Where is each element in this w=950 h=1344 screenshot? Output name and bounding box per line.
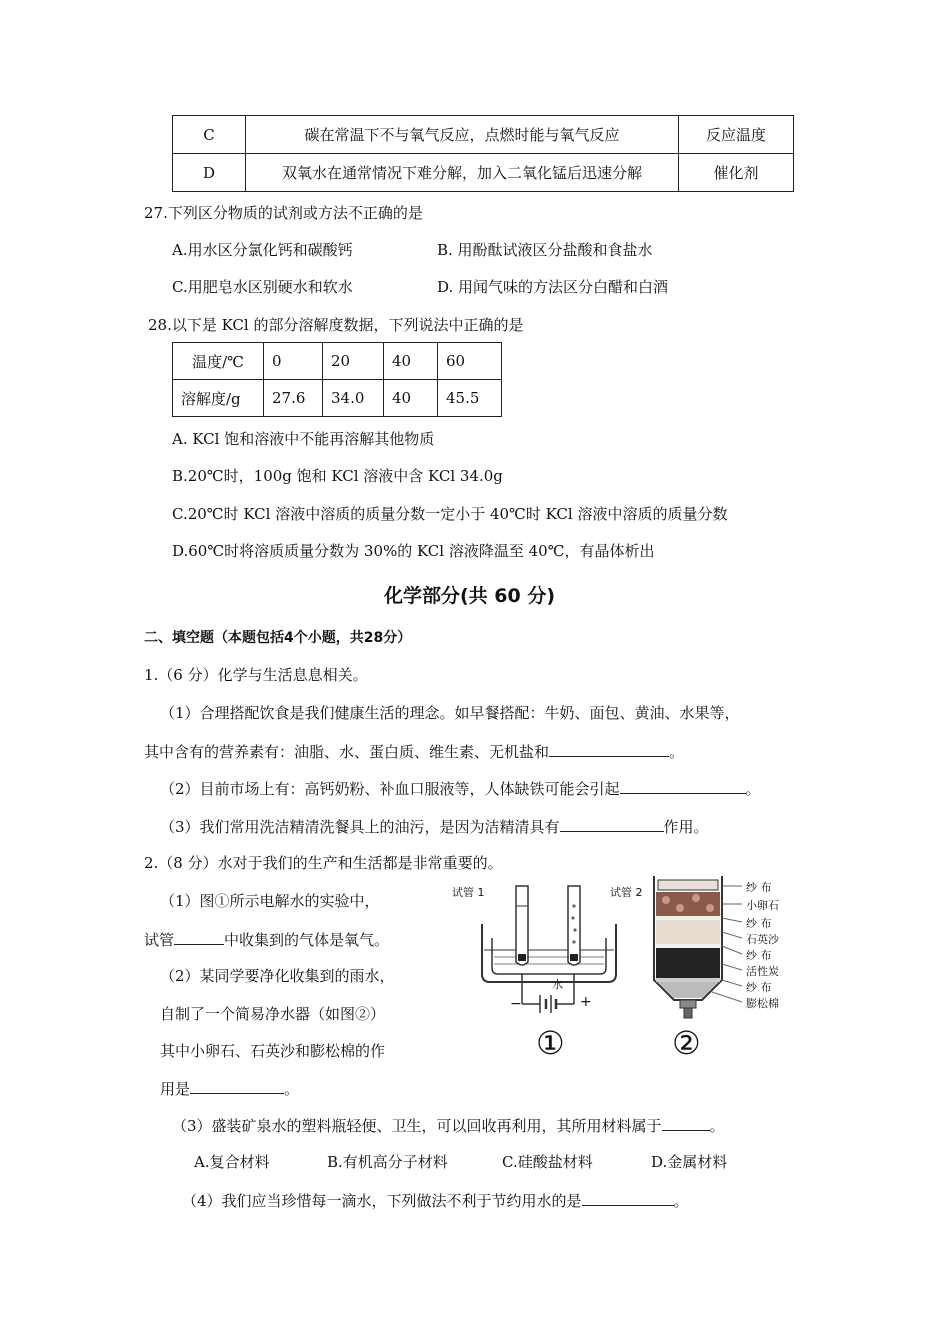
layer-label: 纱 布 xyxy=(746,949,772,962)
p2-option-c: C.硅酸盐材料 xyxy=(502,1153,593,1171)
fill-heading: 二、填空题（本题包括4个小题，共28分） xyxy=(144,630,412,646)
water-label: 水 xyxy=(552,978,563,991)
q28-option-d: D.60℃时将溶质质量分数为 30%的 KCl 溶液降温至 40℃，有晶体析出 xyxy=(172,542,655,560)
figure-1-label: ① xyxy=(536,1024,565,1062)
table-row: 溶解度/g 27.6 34.0 40 45.5 xyxy=(173,380,502,417)
q28-option-b: B.20℃时，100g 饱和 KCl 溶液中含 KCl 34.0g xyxy=(172,467,503,485)
answer-blank[interactable] xyxy=(560,815,664,832)
answer-blank[interactable] xyxy=(582,1189,674,1206)
section-title: 化学部分(共 60 分) xyxy=(384,585,556,607)
layer-label: 活性炭 xyxy=(746,965,779,978)
q28-option-c: C.20℃时 KCl 溶液中溶质的质量分数一定小于 40℃时 KCl 溶液中溶质的质量分数 xyxy=(172,505,728,523)
minus-label: − xyxy=(510,996,522,1012)
q28-option-a: A. KCl 饱和溶液中不能再溶解其他物质 xyxy=(172,430,435,448)
p2-stem: 2.（8 分）水对于我们的生产和生活都是非常重要的。 xyxy=(144,854,503,872)
q28-stem: 28.以下是 KCl 的部分溶解度数据，下列说法中正确的是 xyxy=(148,316,524,334)
p2-option-a: A.复合材料 xyxy=(194,1153,270,1171)
p2-option-b: B.有机高分子材料 xyxy=(327,1153,448,1171)
answer-blank[interactable] xyxy=(662,1114,710,1131)
figure-2-label: ② xyxy=(672,1024,701,1062)
p2-s2d: 用是 。 xyxy=(160,1077,299,1099)
experiment-figure xyxy=(440,876,810,1076)
p2-s1a: （1）图①所示电解水的实验中， xyxy=(160,892,380,910)
p2-s4: （4）我们应当珍惜每一滴水，下列做法不利于节约用水的是 。 xyxy=(182,1189,689,1211)
p1-stem: 1.（6 分）化学与生活息息相关。 xyxy=(144,666,368,684)
p2-option-d: D.金属材料 xyxy=(651,1153,728,1171)
answer-blank[interactable] xyxy=(190,1077,284,1094)
layer-label: 膨松棉 xyxy=(746,997,779,1010)
tube1-label: 试管 1 xyxy=(452,886,485,899)
p2-s2c: 其中小卵石、石英沙和膨松棉的作 xyxy=(160,1042,386,1060)
p1-s1b: 其中含有的营养素有：油脂、水、蛋白质、维生素、无机盐和 。 xyxy=(144,740,684,762)
layer-label: 石英沙 xyxy=(746,933,779,946)
answer-blank[interactable] xyxy=(549,740,669,757)
comparison-table xyxy=(172,115,794,192)
layer-label: 纱 布 xyxy=(746,881,772,894)
solubility-table xyxy=(172,342,502,417)
p1-s2: （2）目前市场上有：高钙奶粉、补血口服液等，人体缺铁可能会引起 。 xyxy=(160,777,761,799)
p1-s1a: （1）合理搭配饮食是我们健康生活的理念。如早餐搭配：牛奶、面包、黄油、水果等， xyxy=(160,704,740,722)
p2-s2b: 自制了一个简易净水器（如图②） xyxy=(160,1005,386,1023)
layer-label: 纱 布 xyxy=(746,917,772,930)
answer-blank[interactable] xyxy=(620,777,746,794)
p2-s1b: 试管 中收集到的气体是氧气。 xyxy=(144,928,389,950)
q27-option-a: A.用水区分氯化钙和碳酸钙 xyxy=(172,241,353,259)
table-row: C 碳在常温下不与氧气反应，点燃时能与氧气反应 反应温度 xyxy=(173,116,794,154)
tube2-label: 试管 2 xyxy=(610,886,643,899)
q27-option-d: D. 用闻气味的方法区分白醋和白酒 xyxy=(437,278,669,296)
layer-label: 小卵石 xyxy=(746,899,779,912)
answer-blank[interactable] xyxy=(174,928,224,945)
p2-s3: （3）盛装矿泉水的塑料瓶轻便、卫生，可以回收再利用，其所用材料属于 。 xyxy=(172,1114,725,1136)
q27-stem: 27.下列区分物质的试剂或方法不正确的是 xyxy=(144,204,423,222)
layer-label: 纱 布 xyxy=(746,981,772,994)
q27-option-c: C.用肥皂水区别硬水和软水 xyxy=(172,278,353,296)
table-row: 温度/℃ 0 20 40 60 xyxy=(173,343,502,380)
plus-label: + xyxy=(580,994,592,1010)
table-row: D 双氧水在通常情况下难分解，加入二氧化锰后迅速分解 催化剂 xyxy=(173,154,794,192)
q27-option-b: B. 用酚酞试液区分盐酸和食盐水 xyxy=(437,241,653,259)
p2-s2a: （2）某同学要净化收集到的雨水， xyxy=(160,967,395,985)
p1-s3: （3）我们常用洗洁精清洗餐具上的油污，是因为洁精清具有 作用。 xyxy=(160,815,709,837)
